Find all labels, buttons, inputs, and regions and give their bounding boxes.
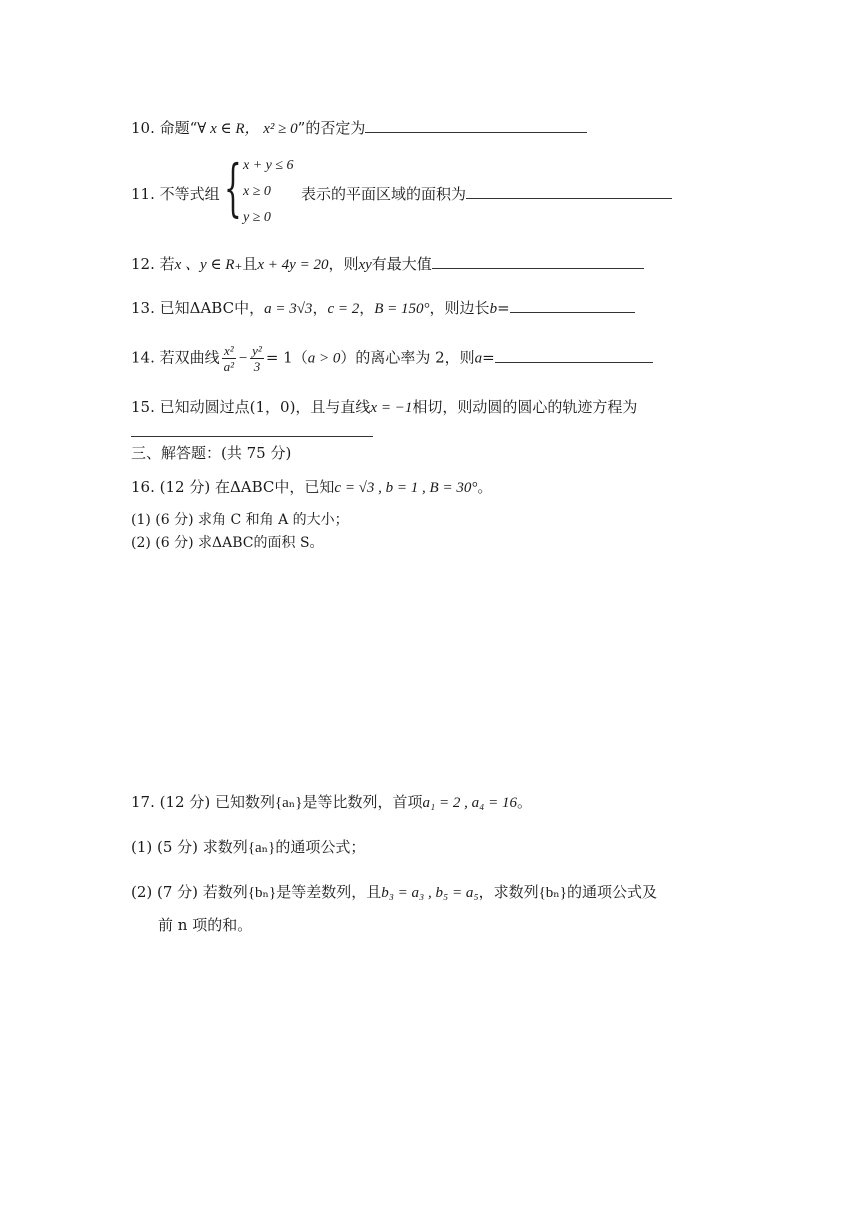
q12-mid: 且 bbox=[242, 255, 258, 273]
q17-p2-mid2: ，求数列 bbox=[478, 883, 539, 901]
q17-stem-prefix: 17. (12 分) 已知数列 bbox=[131, 793, 275, 811]
q12-eq: x + 4y = 20 bbox=[257, 257, 329, 273]
q13-suffix: = bbox=[497, 299, 510, 317]
q12-suffix: 有最大值 bbox=[371, 255, 432, 273]
q13-a: a = 3√3 bbox=[264, 301, 313, 317]
q17-p2-mid: 是等差数列，且 bbox=[276, 883, 382, 901]
q11-suffix-wrap bbox=[301, 183, 672, 204]
q10-suffix: ”的否定为 bbox=[297, 119, 366, 137]
q17-p1-an: {aₙ} bbox=[247, 840, 276, 856]
question-10 bbox=[131, 118, 587, 140]
q17-p2-given: b₃ = a₃ , b₅ = a₅ bbox=[381, 885, 479, 901]
q14-prefix: 14. 若双曲线 bbox=[131, 348, 220, 367]
q13-c: c = 2 bbox=[327, 301, 360, 317]
q14-answer-blank[interactable] bbox=[495, 348, 653, 363]
q11-answer-blank[interactable] bbox=[466, 184, 672, 199]
q14-x2: x² bbox=[222, 343, 236, 359]
q17-part-2 bbox=[131, 883, 657, 904]
q13-sep1: ， bbox=[312, 299, 328, 317]
q14-suffix: = bbox=[482, 348, 495, 367]
q11-suffix: 表示的平面区域的面积为 bbox=[301, 185, 467, 203]
q14-a: a bbox=[474, 350, 483, 367]
q14-three: 3 bbox=[253, 359, 261, 374]
q15-prefix: 15. 已知动圆过点(1，0)，且与直线 bbox=[131, 398, 371, 416]
q11-row-3: y ≥ 0 bbox=[243, 210, 271, 225]
q17-given: a₁ = 2 , a₄ = 16 bbox=[422, 795, 517, 811]
q12-mid2: ，则 bbox=[328, 255, 359, 273]
question-12 bbox=[131, 254, 644, 276]
question-16 bbox=[131, 478, 492, 499]
q15-suffix: 相切，则动圆的圆心的轨迹方程为 bbox=[412, 398, 638, 416]
q17-part-2-cont: 前 n 项的和。 bbox=[158, 916, 253, 934]
question-17 bbox=[131, 793, 532, 814]
q17-p1-prefix: (1) (5 分) 求数列 bbox=[131, 838, 248, 856]
q11-row-1: x + y ≤ 6 bbox=[243, 158, 294, 173]
q12-vars: x 、y ∈ R₊ bbox=[174, 257, 243, 273]
q13-sep2: ， bbox=[359, 299, 375, 317]
q16-part-1: (1) (6 分) 求角 C 和角 A 的大小； bbox=[131, 512, 349, 528]
q10-prefix: 10. 命题“ bbox=[131, 119, 198, 137]
q15-answer-blank[interactable] bbox=[131, 422, 373, 437]
q16-part-2: (2) (6 分) 求ΔABC的面积 S。 bbox=[131, 535, 324, 551]
q15-answer-line bbox=[131, 422, 373, 443]
q13-answer-blank[interactable] bbox=[510, 298, 635, 313]
q17-p2-bn2: {bₙ} bbox=[538, 885, 567, 901]
q13-mid: ，则边长 bbox=[429, 299, 490, 317]
q16-stem-suffix: 。 bbox=[477, 478, 493, 496]
q14-eq: = 1（ bbox=[265, 348, 308, 367]
q10-answer-blank[interactable] bbox=[365, 118, 587, 133]
q17-p2-bn: {bₙ} bbox=[247, 885, 277, 901]
q17-p2-suffix: 的通项公式及 bbox=[566, 883, 657, 901]
q14-frac-y bbox=[250, 343, 264, 374]
q13-prefix: 13. 已知ΔABC中， bbox=[131, 299, 265, 317]
q10-math: ∀ x ∈ R， x² ≥ 0 bbox=[197, 121, 298, 137]
q13-b: b bbox=[489, 301, 498, 317]
q17-an: {aₙ} bbox=[274, 795, 303, 811]
q16-stem-prefix: 16. (12 分) 在ΔABC中，已知 bbox=[131, 478, 335, 496]
q11-row-2: x ≥ 0 bbox=[243, 184, 271, 199]
q11-prefix: 11. 不等式组 bbox=[131, 185, 220, 203]
q17-p2-prefix: (2) (7 分) 若数列 bbox=[131, 883, 248, 901]
q14-frac-x bbox=[222, 343, 236, 374]
q17-stem-mid: 是等比数列，首项 bbox=[302, 793, 423, 811]
q17-stem-suffix: 。 bbox=[516, 793, 532, 811]
q12-xy: xy bbox=[358, 257, 372, 273]
q15-line: x = −1 bbox=[370, 400, 413, 416]
q17-part-1 bbox=[131, 838, 365, 859]
q17-p1-suffix: 的通项公式； bbox=[275, 838, 366, 856]
q13-B: B = 150° bbox=[374, 301, 430, 317]
section-3-heading: 三、解答题：(共 75 分) bbox=[131, 444, 292, 462]
question-14 bbox=[131, 343, 653, 374]
q16-given: c = √3 , b = 1 , B = 30° bbox=[334, 480, 478, 496]
q14-cond: a > 0 bbox=[307, 350, 341, 367]
q14-mid: ）的离心率为 2，则 bbox=[340, 348, 475, 367]
q12-prefix: 12. 若 bbox=[131, 255, 175, 273]
q12-answer-blank[interactable] bbox=[432, 254, 644, 269]
q14-a2: a² bbox=[223, 359, 235, 374]
question-15 bbox=[131, 398, 637, 419]
q14-y2: y² bbox=[252, 343, 262, 358]
question-13 bbox=[131, 298, 635, 320]
q14-minus: − bbox=[238, 350, 249, 367]
q11-brace: { bbox=[224, 151, 242, 224]
